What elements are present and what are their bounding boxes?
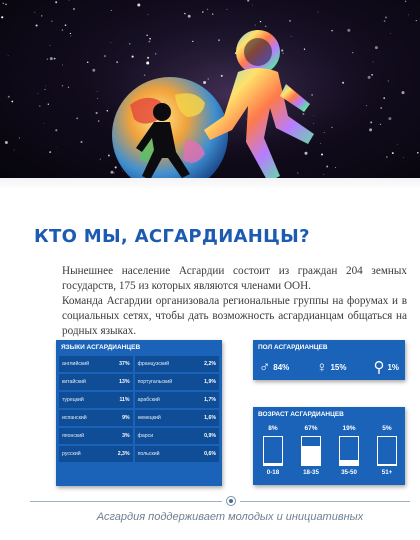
age-group-bar <box>301 436 321 466</box>
star <box>62 64 63 65</box>
star <box>107 110 108 111</box>
female-symbol-icon: ♀ <box>316 358 328 376</box>
star <box>8 55 9 56</box>
star <box>370 121 372 123</box>
star <box>122 171 123 172</box>
star <box>297 173 298 174</box>
star <box>73 8 75 10</box>
hero-fade <box>0 178 420 188</box>
star <box>55 129 57 131</box>
language-name: японский <box>59 428 107 444</box>
age-group-range: 51+ <box>381 469 393 476</box>
star <box>1 16 3 18</box>
language-name: испанский <box>59 410 107 426</box>
languages-panel-title: ЯЗЫКИ АСГАРДИАНЦЕВ <box>61 344 141 351</box>
language-share: 3% <box>107 428 133 444</box>
age-bars <box>259 425 401 483</box>
star <box>184 13 185 14</box>
star <box>87 61 89 63</box>
star <box>283 53 284 54</box>
language-name: английский <box>59 356 107 372</box>
star <box>366 105 367 106</box>
star <box>408 15 409 16</box>
age-group <box>297 425 325 483</box>
star <box>397 144 398 145</box>
page-title: КТО МЫ, АСГАРДИАНЦЫ? <box>34 226 310 247</box>
age-group-range: 0-18 <box>266 469 280 476</box>
star <box>368 76 371 79</box>
star <box>218 39 220 41</box>
star <box>212 13 214 15</box>
star <box>132 56 134 58</box>
star <box>116 61 118 63</box>
gender-item-female <box>316 360 346 375</box>
star <box>8 96 10 98</box>
star <box>34 12 35 13</box>
star <box>281 49 283 51</box>
gender-stats <box>259 356 399 378</box>
language-share: 9% <box>107 410 133 426</box>
language-share: 37% <box>107 356 133 372</box>
star <box>383 97 385 99</box>
gender-panel <box>253 340 405 380</box>
age-group-percent: 8% <box>268 425 278 432</box>
star <box>331 30 333 32</box>
age-group-bar <box>339 436 359 466</box>
star <box>96 112 98 114</box>
star <box>311 94 313 96</box>
star <box>44 123 45 124</box>
star <box>255 25 256 26</box>
language-share: 1,6% <box>193 410 219 426</box>
language-share: 0,9% <box>193 428 219 444</box>
gender-value: 1% <box>387 362 399 372</box>
star <box>192 41 193 42</box>
language-share: 2,2% <box>193 356 219 372</box>
space-illustration <box>0 0 420 188</box>
star <box>62 29 63 30</box>
star <box>380 107 382 109</box>
star <box>148 14 149 15</box>
star <box>202 11 204 13</box>
age-group-bar <box>377 436 397 466</box>
gender-item-other <box>373 360 399 375</box>
star <box>305 152 308 155</box>
star <box>108 155 110 157</box>
star <box>291 36 292 37</box>
languages-panel <box>56 340 222 486</box>
star <box>375 46 378 49</box>
star <box>246 119 247 120</box>
gender-item-male <box>259 360 289 375</box>
age-group-percent: 67% <box>304 425 318 432</box>
star <box>114 172 115 173</box>
star <box>70 33 71 34</box>
language-name: турецкий <box>59 392 107 408</box>
language-share: 2,3% <box>107 446 133 462</box>
age-group-percent: 5% <box>382 425 392 432</box>
hero-image <box>0 0 420 188</box>
star <box>144 74 146 76</box>
star <box>39 105 40 106</box>
star <box>304 49 305 50</box>
star <box>5 141 8 144</box>
star <box>3 3 4 4</box>
star <box>70 35 71 36</box>
star <box>155 53 157 55</box>
star <box>369 128 372 131</box>
star <box>314 115 315 116</box>
star <box>50 45 51 46</box>
star <box>352 52 353 53</box>
star <box>380 124 381 125</box>
star <box>111 171 114 174</box>
star <box>323 174 324 175</box>
language-row <box>59 374 219 390</box>
language-row <box>59 392 219 408</box>
star <box>14 149 15 150</box>
star <box>65 24 67 26</box>
star <box>347 29 350 32</box>
star <box>68 87 69 88</box>
male-symbol-icon: ♂ <box>259 358 271 376</box>
star <box>265 26 266 27</box>
language-name: фарси <box>135 428 193 444</box>
age-panel <box>253 407 405 485</box>
age-group-bar-fill <box>378 464 396 465</box>
star <box>36 24 38 26</box>
star <box>110 42 111 43</box>
star <box>50 57 53 60</box>
star <box>388 80 389 81</box>
star <box>49 151 51 153</box>
star <box>188 15 191 18</box>
age-group-percent: 19% <box>342 425 356 432</box>
star <box>226 9 227 10</box>
star <box>208 78 209 79</box>
star <box>19 138 20 139</box>
star <box>221 75 223 77</box>
star <box>11 101 13 103</box>
star <box>302 113 304 115</box>
star <box>390 33 391 34</box>
gender-value: 15% <box>330 362 347 372</box>
star <box>137 4 140 7</box>
star <box>147 57 149 59</box>
star <box>388 117 391 120</box>
intro-paragraph-groups: Команда Асгардии организовала региональные группы на форумах и в социальных сетях, чтобы дать возможность асгардианцам общаться на родных языках. <box>62 295 407 337</box>
language-share: 1,9% <box>193 374 219 390</box>
star <box>331 127 333 129</box>
star <box>45 89 46 90</box>
age-group <box>373 425 401 483</box>
language-name: французский <box>135 356 193 372</box>
footer-divider-right <box>240 501 410 502</box>
star <box>149 38 151 40</box>
star <box>405 1 406 2</box>
language-share: 13% <box>107 374 133 390</box>
language-share: 1,7% <box>193 392 219 408</box>
star <box>62 85 63 86</box>
language-name: русский <box>59 446 107 462</box>
star <box>5 3 7 5</box>
star <box>416 20 417 21</box>
gender-value: 84% <box>273 362 290 372</box>
age-group-bar <box>263 436 283 466</box>
star <box>371 74 373 76</box>
gender-panel-title: ПОЛ АСГАРДИАНЦЕВ <box>258 344 328 351</box>
star <box>111 10 112 11</box>
star <box>48 104 49 105</box>
star <box>51 21 52 22</box>
star <box>147 61 149 63</box>
footer-ornament-icon <box>226 496 236 506</box>
star <box>100 159 101 160</box>
footer-divider-left <box>30 501 222 502</box>
language-share: 0,6% <box>193 446 219 462</box>
star <box>384 20 386 22</box>
language-row <box>59 428 219 444</box>
star <box>203 81 206 84</box>
age-group-bar-fill <box>264 463 282 465</box>
language-name: польский <box>135 446 193 462</box>
star <box>47 58 48 59</box>
star <box>97 91 98 92</box>
age-group-bar-fill <box>340 460 358 465</box>
language-row <box>59 446 219 462</box>
age-group-range: 18-35 <box>303 469 319 476</box>
language-name: китайский <box>59 374 107 390</box>
star <box>115 166 117 168</box>
intro-paragraph-population: Нынешнее население Асгардии состоит из граждан 204 земных государств, 175 из которых являются членами ООН. <box>62 265 407 292</box>
age-group-range: 35-50 <box>341 469 357 476</box>
star <box>207 9 208 10</box>
age-group <box>335 425 363 483</box>
star <box>41 15 42 16</box>
star <box>54 58 56 60</box>
star <box>38 93 39 94</box>
star <box>326 166 328 168</box>
languages-table <box>59 354 219 464</box>
star <box>104 55 106 57</box>
star <box>385 16 387 18</box>
star <box>45 86 46 87</box>
star <box>146 35 147 36</box>
star <box>402 91 405 94</box>
star <box>403 157 404 158</box>
star <box>81 141 83 143</box>
star <box>55 1 57 3</box>
language-name: немецкий <box>135 410 193 426</box>
star <box>392 152 394 154</box>
star <box>417 152 419 154</box>
language-share: 11% <box>107 392 133 408</box>
star <box>97 98 98 99</box>
star <box>129 43 131 45</box>
star <box>69 0 70 1</box>
star <box>260 21 261 22</box>
star <box>92 69 95 72</box>
star <box>324 132 325 133</box>
language-row <box>59 410 219 426</box>
star <box>252 5 253 6</box>
footer-slogan: Асгардия поддерживает молодых и инициативных <box>96 511 364 523</box>
star <box>289 20 290 21</box>
other-gender-symbol-icon: ⚲ <box>373 358 385 376</box>
star <box>313 123 314 124</box>
star <box>317 11 318 12</box>
star <box>98 120 100 122</box>
star <box>148 41 150 43</box>
language-name: арабский <box>135 392 193 408</box>
star <box>335 167 336 168</box>
language-row <box>59 356 219 372</box>
star <box>321 153 323 155</box>
star <box>76 118 78 120</box>
language-name: португальский <box>135 374 193 390</box>
star <box>373 62 374 63</box>
star <box>320 143 321 144</box>
star <box>386 156 387 157</box>
star <box>247 0 249 2</box>
star <box>56 147 57 148</box>
age-group-bar-fill <box>302 446 320 465</box>
age-panel-title: ВОЗРАСТ АСГАРДИАНЦЕВ <box>258 411 344 418</box>
star <box>342 82 344 84</box>
age-group <box>259 425 287 483</box>
star <box>107 111 108 112</box>
